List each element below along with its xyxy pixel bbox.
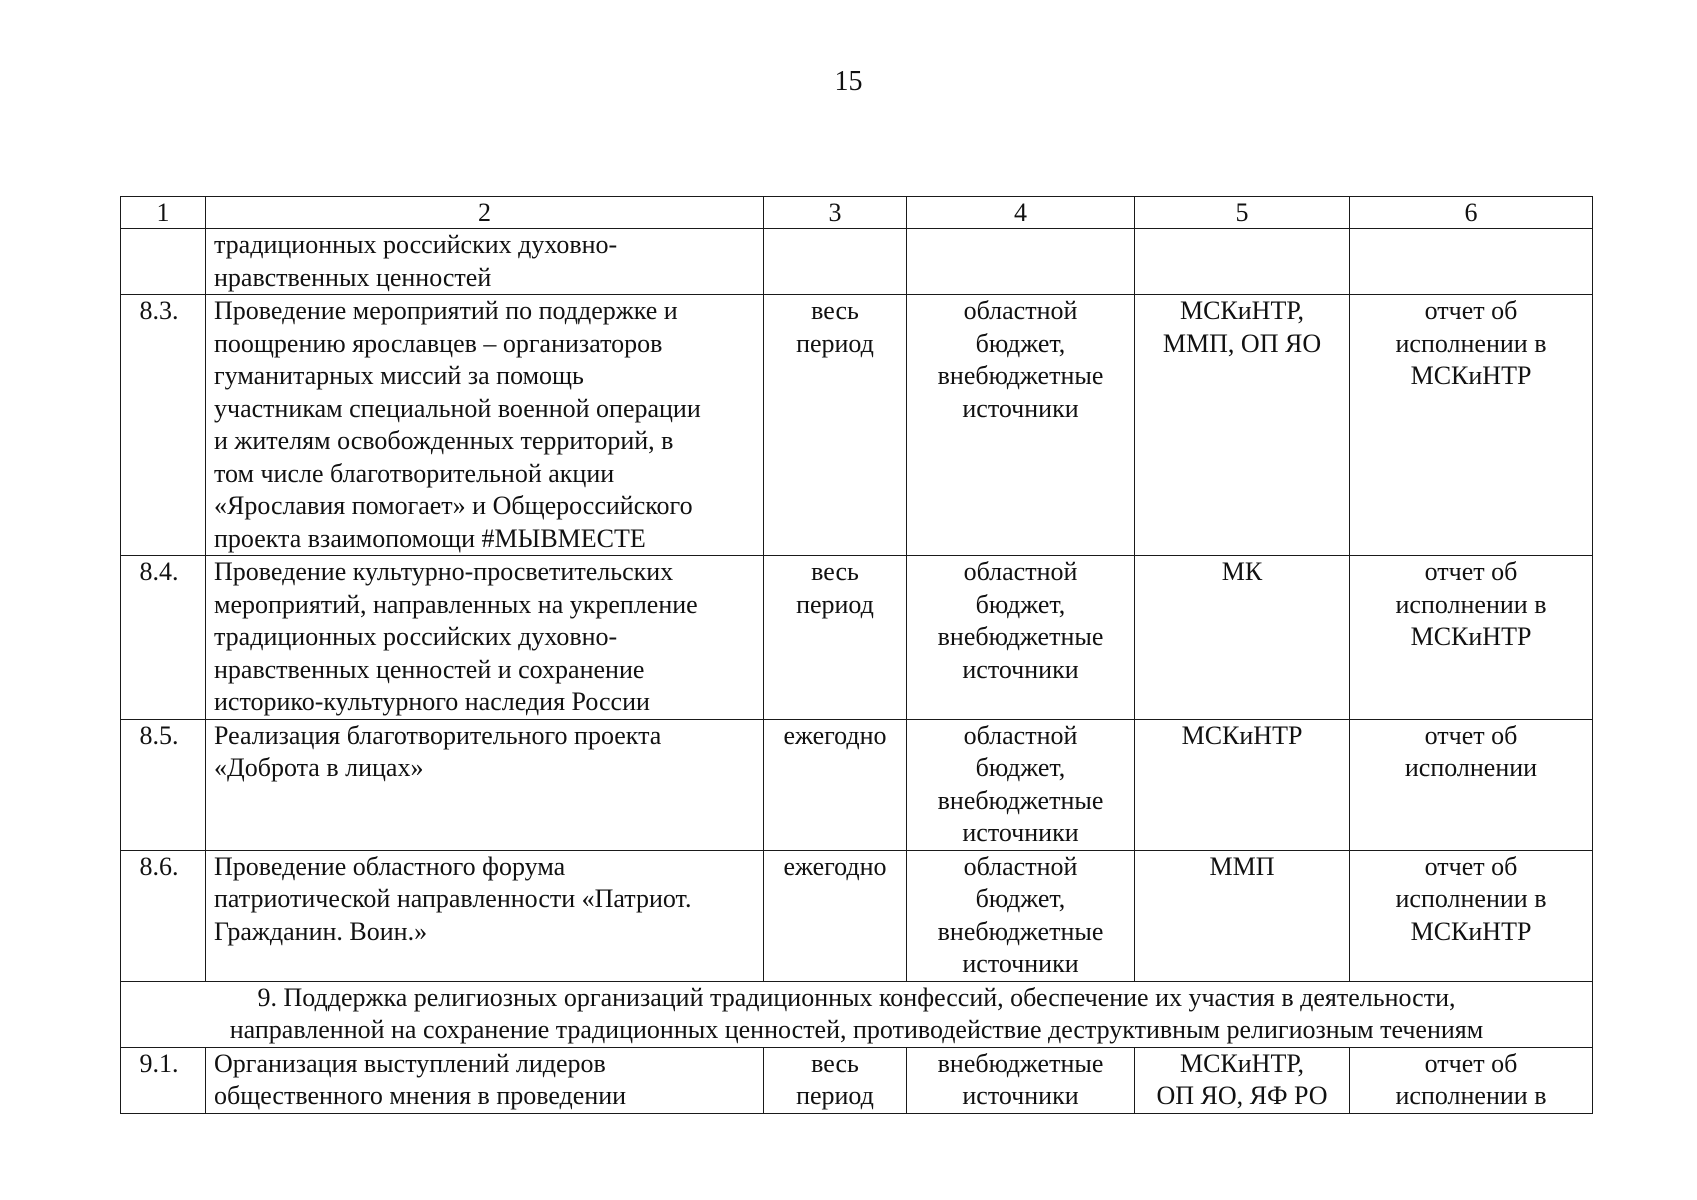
header-cell: 3 [764,197,907,229]
activity-description-line: Организация выступлений лидеров [214,1048,606,1078]
activity-description-line: общественного мнения в проведении [214,1081,627,1110]
header-cell: 5 [1135,197,1350,229]
responsible-party-line: МСКиНТР, [1179,296,1305,325]
responsible-party-cell [1135,229,1350,295]
activity-description-line: участникам специальной военной операции [214,393,701,423]
activity-description-line: нравственных ценностей [214,262,492,292]
funding-source-line: источники [962,949,1079,978]
responsible-party-line: МСКиНТР [1181,720,1303,750]
activity-description-cell [206,229,764,295]
activity-description-line: Реализация благотворительного проекта [214,720,662,750]
header-cell: 6 [1350,197,1593,229]
funding-source-line: источники [962,818,1079,847]
reporting-form-cell [1350,556,1593,720]
table-row [121,556,1593,720]
activity-description-cell [206,1047,764,1113]
activity-description-line: «Доброта в лицах» [214,753,424,782]
activity-description-line: мероприятий, направленных на укрепление [214,589,698,619]
reporting-form-line: исполнении в [1395,884,1547,913]
reporting-form-line: отчет об [1424,296,1518,325]
funding-source-cell [907,229,1135,295]
period-cell [764,1047,907,1113]
period-line: весь [811,296,859,325]
reporting-form-line: отчет об [1424,1048,1518,1078]
plan-table-body [121,197,1593,1114]
responsible-party-line: ММП, ОП ЯО [1162,328,1322,358]
period-cell [764,295,907,556]
responsible-party-cell [1135,719,1350,850]
table-row [121,229,1593,295]
reporting-form-line: исполнении в [1395,328,1547,358]
period-cell [764,556,907,720]
activity-description-cell [206,850,764,981]
table-row [121,719,1593,850]
funding-source-cell [907,1047,1135,1113]
item-number-cell: 8.3. [121,295,206,556]
responsible-party-cell [1135,556,1350,720]
reporting-form-cell [1350,850,1593,981]
funding-source-line: внебюджетные [937,622,1104,651]
activity-description-line: проекта взаимопомощи #МЫВМЕСТЕ [214,523,646,553]
period-line: ежегодно [783,851,887,881]
page-number: 15 [834,66,863,97]
period-line: период [796,328,874,358]
reporting-form-line: МСКиНТР [1410,916,1532,946]
reporting-form-cell [1350,1047,1593,1113]
header-cell: 1 [121,197,206,229]
activity-description-cell [206,719,764,850]
funding-source-line: областной [963,557,1078,586]
activity-description-line: и жителям освобожденных территорий, в [214,426,674,455]
reporting-form-line: исполнении в [1395,1081,1547,1110]
funding-source-line: бюджет, [975,589,1066,619]
header-cell: 4 [907,197,1135,229]
funding-source-line: областной [963,851,1078,881]
reporting-form-line: исполнении [1404,753,1538,782]
funding-source-line: внебюджетные [937,916,1104,946]
activity-description-line: традиционных российских духовно- [214,230,618,259]
activity-description-line: Проведение областного форума [214,851,566,881]
item-number-cell: 8.4. [121,556,206,720]
item-number-cell: 8.5. [121,719,206,850]
responsible-party-cell [1135,1047,1350,1113]
activity-description-line: патриотической направленности «Патриот. [214,884,692,913]
period-line: ежегодно [783,720,887,750]
funding-source-line: внебюджетные [937,361,1104,390]
activity-description-cell [206,295,764,556]
header-cell: 2 [206,197,764,229]
section-heading [121,981,1593,1047]
activity-description-line: историко-культурного наследия России [214,687,650,716]
reporting-form-line: отчет об [1424,851,1518,881]
funding-source-line: источники [962,1081,1079,1110]
funding-source-line: областной [963,720,1078,750]
activity-description-line: поощрению ярославцев – организаторов [214,328,663,358]
period-cell [764,719,907,850]
activity-description-line: Проведение культурно-просветительских [214,557,674,586]
funding-source-line: источники [962,393,1079,423]
funding-source-line: бюджет, [975,884,1066,913]
reporting-form-cell [1350,295,1593,556]
item-number-cell [121,229,206,295]
activity-description-line: том числе благотворительной акции [214,458,615,488]
activity-description-line: Гражданин. Воин.» [214,916,428,946]
item-number-cell: 8.6. [121,850,206,981]
reporting-form-line: отчет об [1424,720,1518,750]
table-row [121,1047,1593,1113]
funding-source-cell [907,556,1135,720]
item-number-cell: 9.1. [121,1047,206,1113]
section-header-row [121,981,1593,1047]
reporting-form-line: отчет об [1424,557,1518,586]
responsible-party-line: МСКиНТР, [1179,1048,1305,1078]
activity-description-line: Проведение мероприятий по поддержке и [214,296,678,325]
plan-table [120,196,1593,1114]
responsible-party-line: ОП ЯО, ЯФ РО [1156,1081,1328,1110]
section-heading-line: направленной на сохранение традиционных ценностей, противодействие деструктивным религиозным течениям [229,1015,1484,1044]
responsible-party-line: ММП [1209,851,1275,881]
period-line: период [796,1081,874,1110]
funding-source-cell [907,719,1135,850]
reporting-form-cell [1350,719,1593,850]
reporting-form-line: МСКиНТР [1410,361,1532,390]
funding-source-line: внебюджетные [937,785,1104,815]
activity-description-line: нравственных ценностей и сохранение [214,654,645,684]
reporting-form-line: исполнении в [1395,589,1547,619]
funding-source-line: бюджет, [975,328,1066,358]
activity-description-line: гуманитарных миссий за помощь [214,361,584,390]
responsible-party-cell [1135,850,1350,981]
period-cell [764,229,907,295]
activity-description-cell [206,556,764,720]
responsible-party-cell [1135,295,1350,556]
period-cell [764,850,907,981]
activity-description-line: «Ярославия помогает» и Общероссийского [214,491,693,520]
section-heading-line: 9. Поддержка религиозных организаций традиционных конфессий, обеспечение их участия в деятельности, [257,982,1456,1012]
period-line: весь [811,1048,859,1078]
reporting-form-cell [1350,229,1593,295]
activity-description-line: традиционных российских духовно- [214,622,618,651]
funding-source-cell [907,850,1135,981]
table-row [121,295,1593,556]
period-line: период [796,589,874,619]
funding-source-line: бюджет, [975,753,1066,782]
funding-source-line: внебюджетные [937,1048,1104,1078]
header-row [121,197,1593,229]
table-row [121,850,1593,981]
reporting-form-line: МСКиНТР [1410,622,1532,651]
funding-source-line: областной [963,296,1078,325]
funding-source-cell [907,295,1135,556]
funding-source-line: источники [962,654,1079,684]
responsible-party-line: МК [1221,557,1263,586]
period-line: весь [811,557,859,586]
